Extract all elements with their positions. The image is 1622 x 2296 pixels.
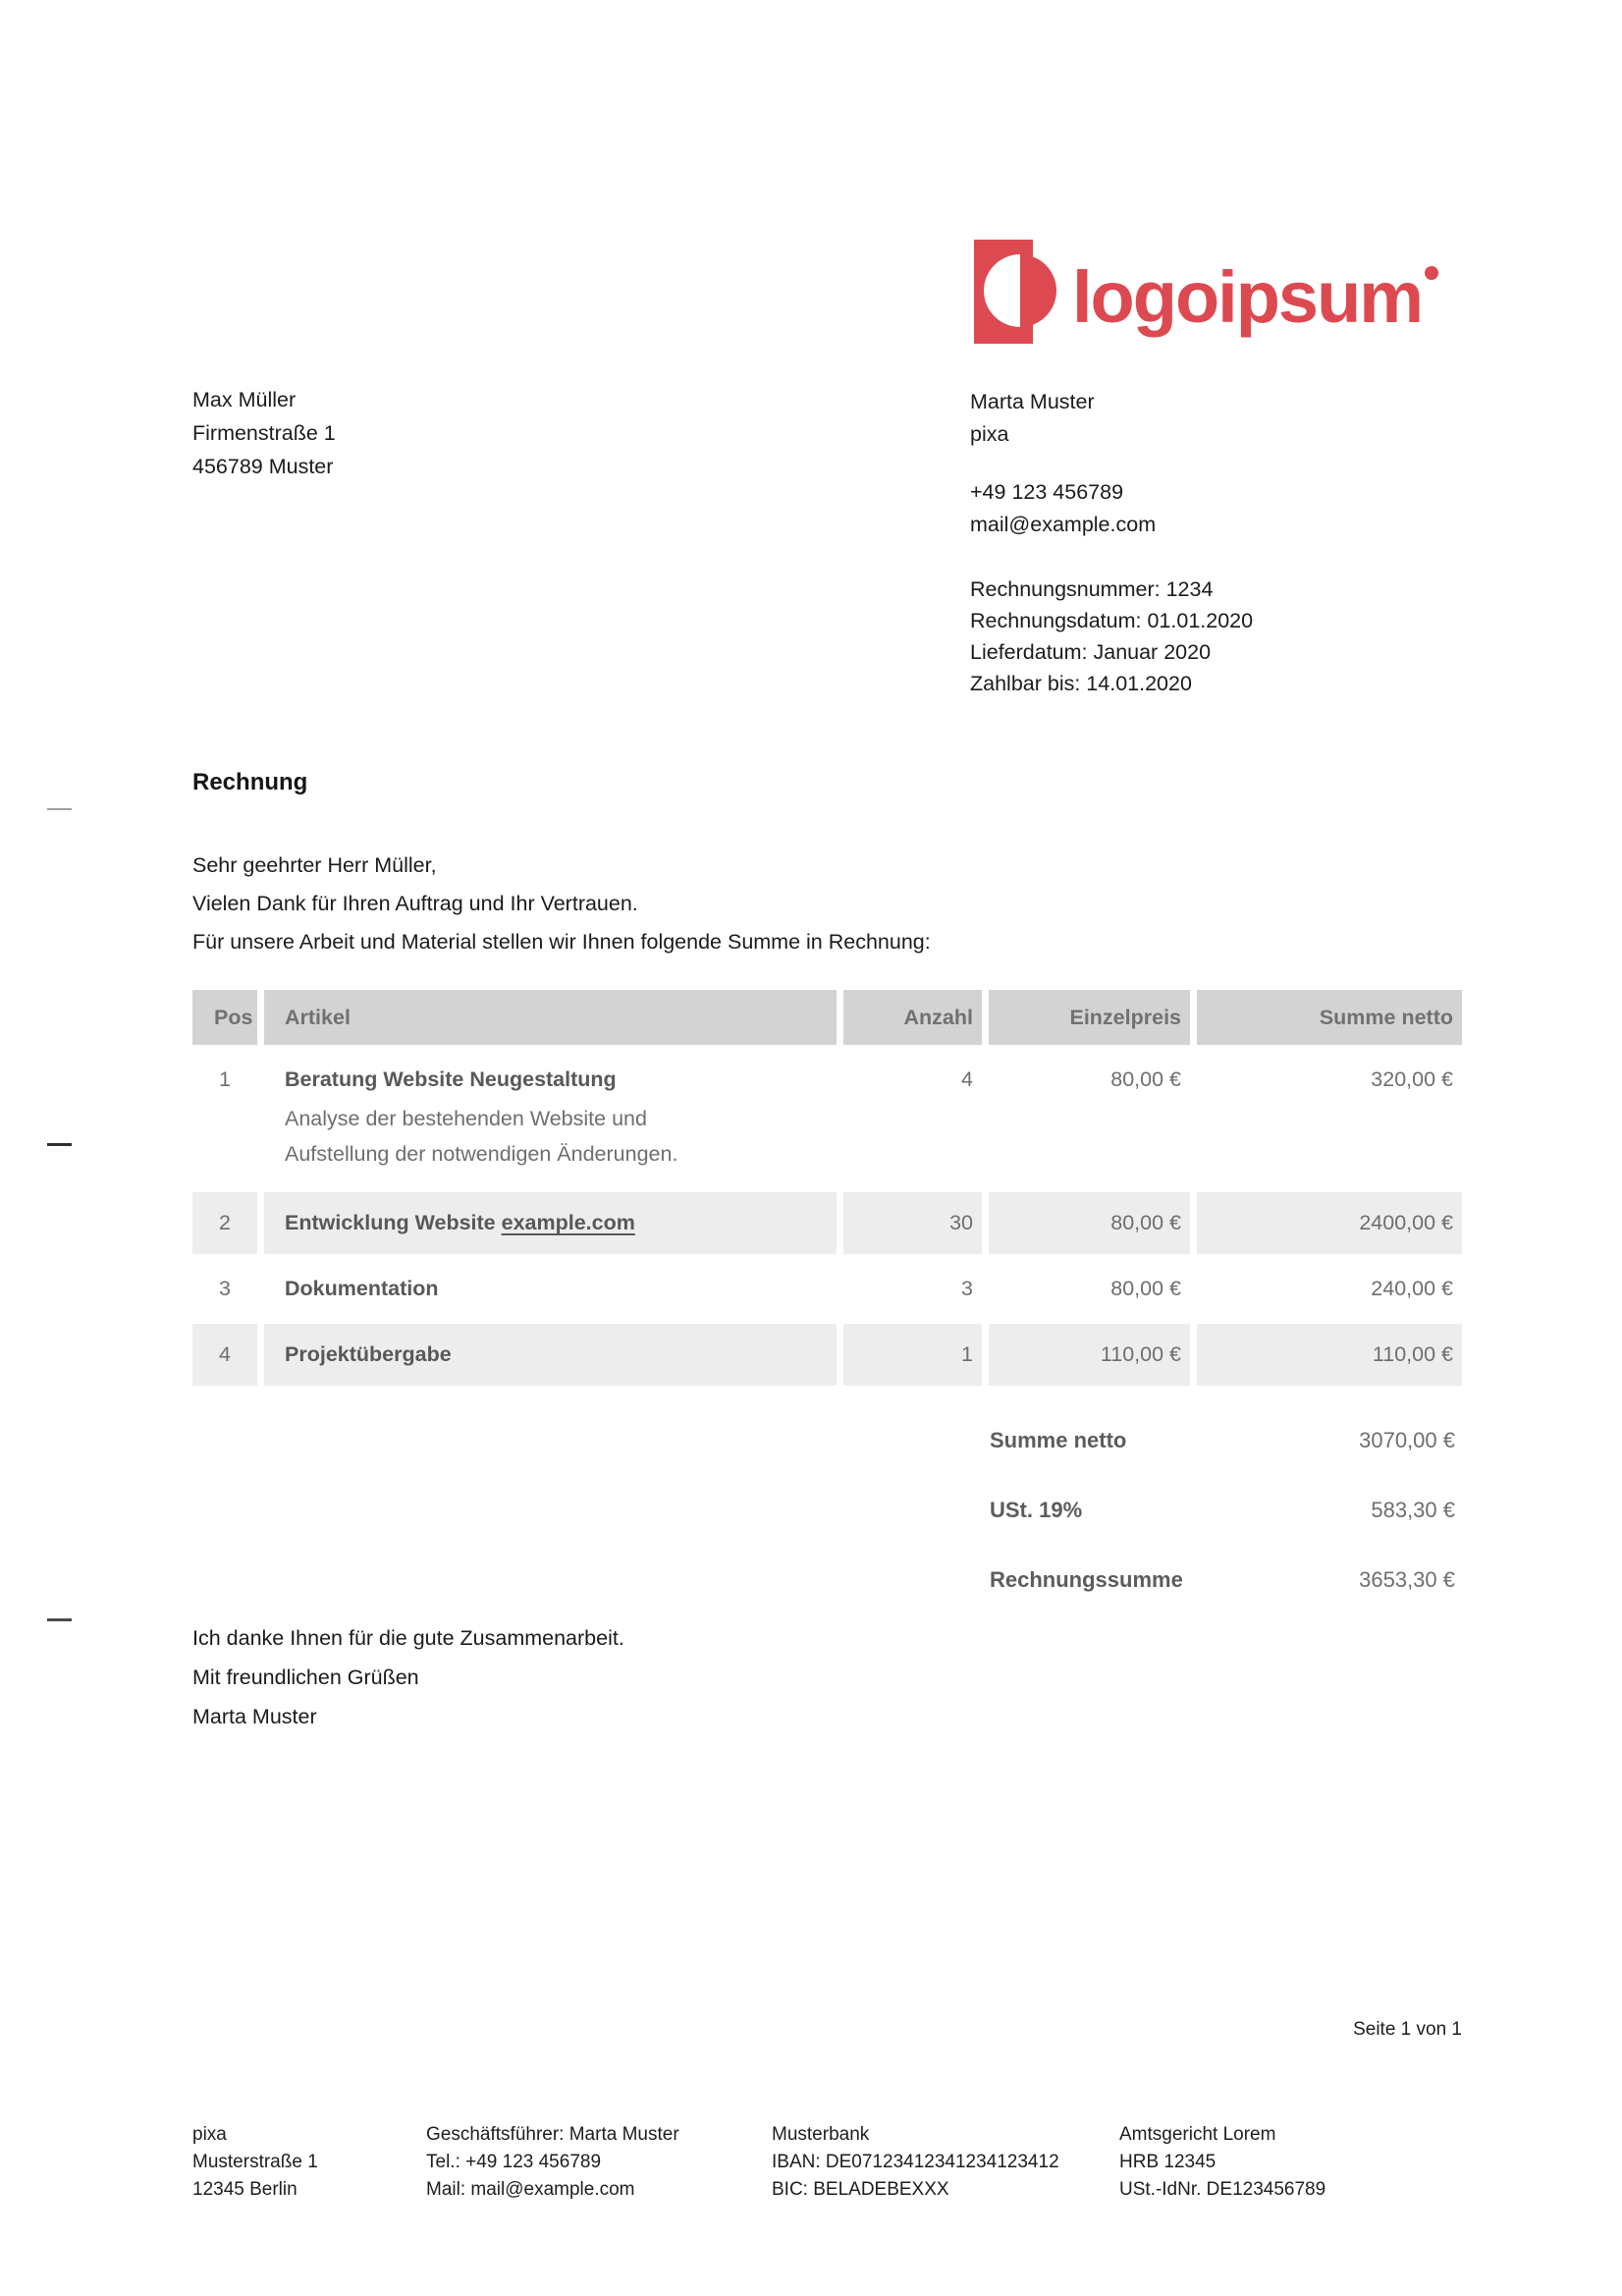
footer-line: Amtsgericht Lorem (1119, 2124, 1276, 2145)
item-title-text: Dokumentation (285, 1277, 439, 1300)
line-items-table (192, 990, 1462, 1386)
logo-mark-circle-red (1020, 254, 1056, 327)
logo-trademark-dot-icon (1425, 266, 1438, 280)
item-title-text: Entwicklung Website (285, 1211, 502, 1234)
summary-label: Rechnungssumme (990, 1567, 1183, 1592)
cell-anzahl: 3 (961, 1277, 973, 1300)
page-indicator: Seite 1 von 1 (1353, 2019, 1462, 2040)
page-title: Rechnung (192, 769, 308, 795)
summary-row (990, 1426, 1455, 1455)
cell-artikel (264, 1324, 837, 1386)
summary-row (990, 1565, 1455, 1595)
cell-pos: 2 (192, 1192, 257, 1254)
cell-summe-netto: 240,00 € (1371, 1277, 1453, 1300)
sender-block (970, 386, 1253, 699)
column-header-summe-netto: Summe netto (1197, 990, 1462, 1045)
intro-line: Sehr geehrter Herr Müller, (192, 853, 437, 877)
summary-value: 3653,30 € (1359, 1567, 1455, 1592)
item-title (285, 1339, 817, 1369)
footer-line: Mail: mail@example.com (426, 2179, 635, 2200)
cell-artikel (264, 1258, 837, 1320)
fold-mark-bottom (47, 1618, 72, 1621)
recipient-address-line: Firmenstraße 1 (192, 421, 336, 445)
cell-pos: 4 (192, 1324, 257, 1386)
closing-paragraph (192, 1618, 624, 1736)
cell-artikel (264, 1049, 837, 1188)
column-header-einzelpreis: Einzelpreis (989, 990, 1190, 1045)
item-title (285, 1208, 817, 1237)
item-description-line: Aufstellung der notwendigen Änderungen. (285, 1142, 678, 1166)
footer-column (426, 2121, 679, 2204)
closing-line: Ich danke Ihnen für die gute Zusammenarbeit. (192, 1626, 624, 1650)
recipient-address (192, 383, 336, 483)
cell-summe-netto: 110,00 € (1197, 1324, 1462, 1386)
intro-line: Vielen Dank für Ihren Auftrag und Ihr Vertrauen. (192, 892, 638, 915)
footer-line: Tel.: +49 123 456789 (426, 2152, 602, 2172)
closing-line: Mit freundlichen Grüßen (192, 1666, 419, 1689)
cell-summe-netto: 320,00 € (1371, 1067, 1453, 1091)
invoice-meta-line: Rechnungsnummer: 1234 (970, 577, 1214, 601)
recipient-address-line: 456789 Muster (192, 455, 334, 478)
sender-contact-line: mail@example.com (970, 513, 1157, 536)
cell-einzelpreis: 80,00 € (989, 1192, 1190, 1254)
recipient-address-line: Max Müller (192, 388, 297, 411)
sender-identity (970, 386, 1253, 451)
intro-paragraph (192, 847, 931, 961)
footer-line: Musterbank (772, 2124, 870, 2145)
invoice-meta-line: Lieferdatum: Januar 2020 (970, 640, 1212, 664)
cell-pos: 1 (219, 1067, 231, 1091)
footer-line: USt.-IdNr. DE123456789 (1119, 2179, 1326, 2200)
footer-line: Musterstraße 1 (192, 2152, 318, 2172)
item-title-text: Beratung Website Neugestaltung (285, 1067, 617, 1091)
punch-hole-mark (47, 1143, 72, 1146)
invoice-meta-line: Rechnungsdatum: 01.01.2020 (970, 609, 1254, 632)
sender-contact (970, 476, 1253, 541)
closing-line: Marta Muster (192, 1705, 317, 1728)
footer-line: BIC: BELADEBEXXX (772, 2179, 949, 2200)
summary-row (990, 1496, 1455, 1525)
invoice-meta-line: Zahlbar bis: 14.01.2020 (970, 672, 1192, 695)
summary-value: 583,30 € (1371, 1498, 1455, 1522)
cell-pos: 3 (219, 1277, 231, 1300)
logo-wordmark-text: logoipsum (1072, 256, 1423, 338)
item-description-line: Analyse der bestehenden Website und (285, 1107, 647, 1130)
footer-line: Geschäftsführer: Marta Muster (426, 2124, 679, 2145)
footer-column (1119, 2121, 1325, 2204)
footer-line: HRB 12345 (1119, 2152, 1216, 2172)
footer-column (192, 2121, 318, 2204)
intro-line: Für unsere Arbeit und Material stellen wir Ihnen folgende Summe in Rechnung: (192, 930, 931, 954)
sender-identity-line: pixa (970, 422, 1009, 446)
cell-einzelpreis: 80,00 € (1110, 1067, 1181, 1091)
footer-column (772, 2121, 1059, 2204)
cell-anzahl: 4 (961, 1067, 973, 1091)
cell-einzelpreis: 80,00 € (1110, 1277, 1181, 1300)
footer-line: 12345 Berlin (192, 2179, 297, 2200)
cell-anzahl: 30 (843, 1192, 982, 1254)
cell-anzahl: 1 (843, 1324, 982, 1386)
item-title (285, 1274, 817, 1303)
footer-line: pixa (192, 2124, 227, 2145)
sender-identity-line: Marta Muster (970, 390, 1095, 413)
summary-label: USt. 19% (990, 1498, 1083, 1522)
item-title-text: Projektübergabe (285, 1342, 452, 1366)
sender-contact-line: +49 123 456789 (970, 480, 1124, 504)
fold-mark-top (47, 808, 72, 810)
cell-summe-netto: 2400,00 € (1197, 1192, 1462, 1254)
invoice-meta (970, 574, 1253, 699)
column-header-anzahl: Anzahl (843, 990, 982, 1045)
summary-value: 3070,00 € (1359, 1428, 1455, 1452)
item-title-link[interactable]: example.com (501, 1211, 635, 1234)
logo-wordmark (1072, 256, 1438, 338)
summary-label: Summe netto (990, 1428, 1127, 1452)
cell-einzelpreis: 110,00 € (989, 1324, 1190, 1386)
cell-artikel (264, 1192, 837, 1254)
column-header-pos: Pos (192, 990, 257, 1045)
footer-line: IBAN: DE07123412341234123412 (772, 2152, 1059, 2172)
item-title (285, 1065, 817, 1094)
column-header-artikel: Artikel (264, 990, 837, 1045)
